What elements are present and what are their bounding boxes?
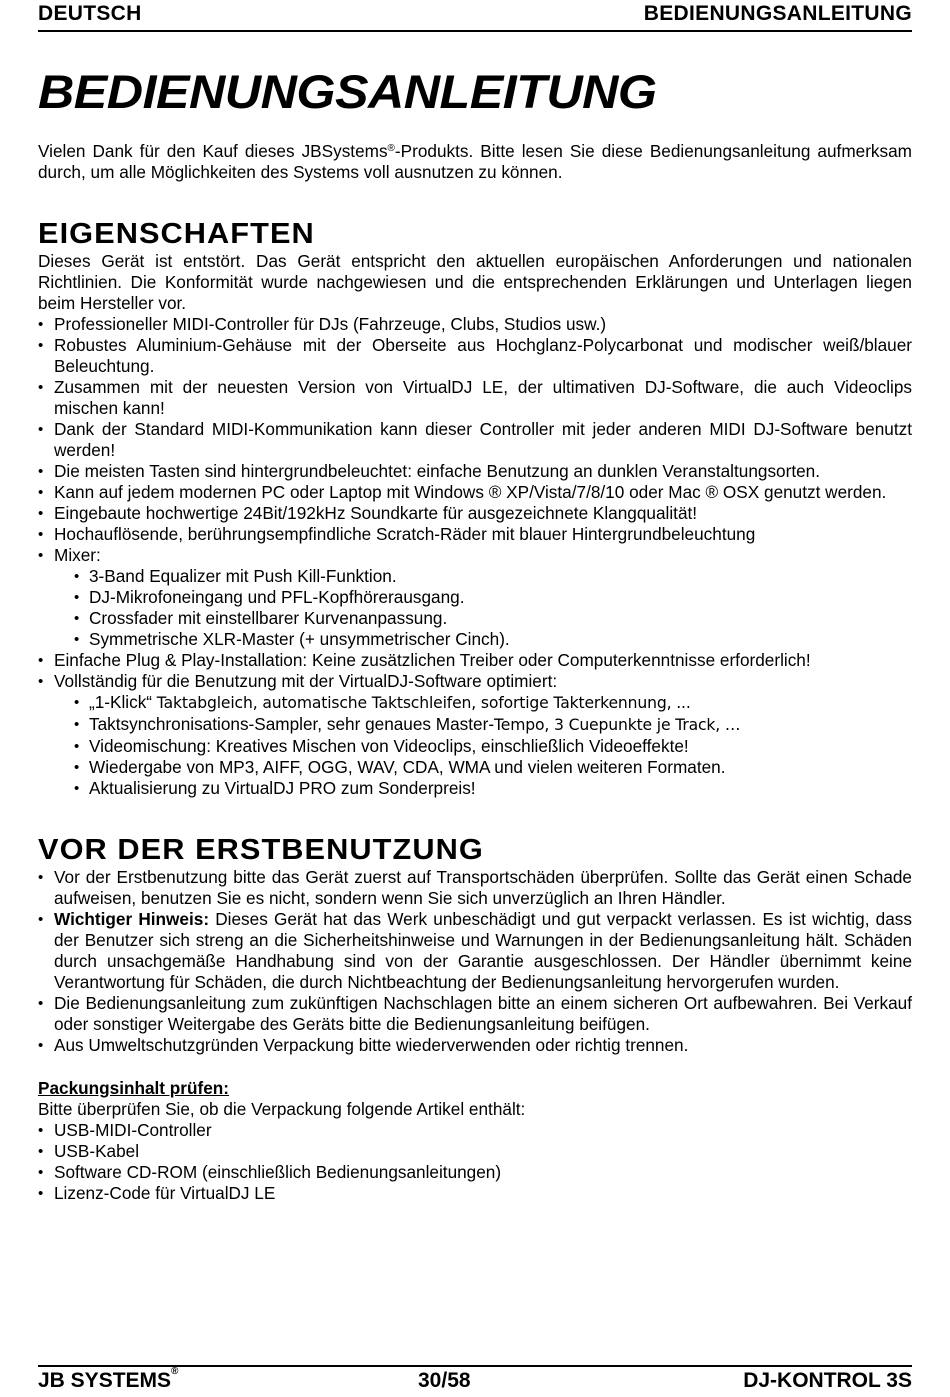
list-item: • DJ-Mikrofoneingang und PFL-Kopfhörerausgang.	[38, 587, 912, 608]
list-item: • Software CD-ROM (einschließlich Bedienungsanleitungen)	[38, 1162, 912, 1183]
footer-brand: JB SYSTEMS®	[38, 1366, 179, 1392]
header-language: DEUTSCH	[38, 2, 142, 25]
list-item: • Videomischung: Kreatives Mischen von Videoclips, einschließlich Videoeffekte!	[38, 736, 912, 757]
page-header	[38, 2, 912, 32]
list-item: • Die meisten Tasten sind hintergrundbeleuchtet: einfache Benutzung an dunklen Veranstaltungsorten.	[38, 461, 912, 482]
footer-model: DJ-KONTROL 3S	[743, 1369, 912, 1392]
list-item: • Vollständig für die Benutzung mit der VirtualDJ-Software optimiert:	[38, 671, 912, 692]
list-item: • Wichtiger Hinweis: Dieses Gerät hat das Werk unbeschädigt und gut verpackt verlassen. Es ist wichtig, dass der Benutzer sich streng an die Sicherheitshinweise und Warnungen in der Bedienungsanleitung hält. Schäden durch unsachgemäße Handhabung sind von der Garantie ausgeschlossen. Der Händler übernimmt keine Verantwortung für Schäden, die durch Nichtbeachtung der Bedienungsanleitung hervorgerufen wurden.	[38, 909, 912, 993]
list-item: • 3-Band Equalizer mit Push Kill-Funktion.	[38, 566, 912, 587]
header-doc-type: BEDIENUNGSANLEITUNG	[643, 2, 912, 25]
document-page	[38, 0, 912, 1397]
list-item: • Eingebaute hochwertige 24Bit/192kHz Soundkarte für ausgezeichnete Klangqualität!	[38, 503, 912, 524]
page-title: BEDIENUNGSANLEITUNG	[38, 65, 657, 118]
list-item: • Einfache Plug & Play-Installation: Keine zusätzlichen Treiber oder Computerkenntnisse erforderlich!	[38, 650, 912, 671]
list-item: • „1-Klick“ Taktabgleich, automatische Taktschleifen, sofortige Takterkennung, ...	[38, 692, 912, 714]
list-item: • Taktsynchronisations-Sampler, sehr genaues Master-Tempo, 3 Cuepunkte je Track, …	[38, 714, 912, 736]
list-item: • USB-MIDI-Controller	[38, 1120, 912, 1141]
list-item: • Wiedergabe von MP3, AIFF, OGG, WAV, CDA, WMA und vielen weiteren Formaten.	[38, 757, 912, 778]
list-item: • Lizenz-Code für VirtualDJ LE	[38, 1183, 912, 1204]
list-item: • Hochauflösende, berührungsempfindliche Scratch-Räder mit blauer Hintergrundbeleuchtung	[38, 524, 912, 545]
list-item: • Aus Umweltschutzgründen Verpackung bitte wiederverwenden oder richtig trennen.	[38, 1035, 912, 1056]
list-item: • Professioneller MIDI-Controller für DJs (Fahrzeuge, Clubs, Studios usw.)	[38, 314, 912, 335]
list-item: • Dank der Standard MIDI-Kommunikation kann dieser Controller mit jeder anderen MIDI DJ-Software benutzt werden!	[38, 419, 912, 461]
list-item: • Robustes Aluminium-Gehäuse mit der Oberseite aus Hochglanz-Polycarbonat und modischer weiß/blauer Beleuchtung.	[38, 335, 912, 377]
features-heading: EIGENSCHAFTEN	[38, 218, 315, 250]
features-list-continued	[38, 650, 912, 692]
features-list	[38, 314, 912, 566]
page-footer	[38, 1365, 912, 1393]
before-use-heading: VOR DER ERSTBENUTZUNG	[38, 834, 484, 866]
package-intro: Bitte überprüfen Sie, ob die Verpackung folgende Artikel enthält:	[38, 1099, 526, 1119]
list-item: • Crossfader mit einstellbarer Kurvenanpassung.	[38, 608, 912, 629]
package-list	[38, 1120, 912, 1204]
list-item: • Zusammen mit der neuesten Version von VirtualDJ LE, der ultimativen DJ-Software, die auch Videoclips mischen kann!	[38, 377, 912, 419]
list-item: • USB-Kabel	[38, 1141, 912, 1162]
before-use-list	[38, 867, 912, 1056]
virtualdj-sublist	[38, 692, 912, 799]
list-item: • Vor der Erstbenutzung bitte das Gerät zuerst auf Transportschäden überprüfen. Sollte das Gerät einen Schade aufweisen, benutzen Sie es nicht, sondern wenn Sie sich unverzüglich an Ihren Händler.	[38, 867, 912, 909]
mixer-item: • Mixer:	[38, 545, 912, 566]
page-number: 30/58	[418, 1369, 471, 1392]
intro-paragraph: Vielen Dank für den Kauf dieses JBSystems®-Produkts. Bitte lesen Sie diese Bedienungsanleitung aufmerksam durch, um alle Möglichkeiten des Systems voll ausnutzen zu können.	[38, 141, 912, 182]
features-intro: Dieses Gerät ist entstört. Das Gerät entspricht den aktuellen europäischen Anforderungen und nationalen Richtlinien. Die Konformität wurde nachgewiesen und die entsprechenden Erklärungen und Unterlagen liegen beim Hersteller vor.	[38, 251, 912, 313]
list-item: • Kann auf jedem modernen PC oder Laptop mit Windows ® XP/Vista/7/8/10 oder Mac ® OSX genutzt werden.	[38, 482, 912, 503]
list-item: • Die Bedienungsanleitung zum zukünftigen Nachschlagen bitte an einem sicheren Ort aufbewahren. Bei Verkauf oder sonstiger Weitergabe des Geräts bitte die Bedienungsanleitung beifügen.	[38, 993, 912, 1035]
list-item: • Symmetrische XLR-Master (+ unsymmetrischer Cinch).	[38, 629, 912, 650]
document-body	[38, 141, 912, 1204]
list-item: • Aktualisierung zu VirtualDJ PRO zum Sonderpreis!	[38, 778, 912, 799]
package-heading: Packungsinhalt prüfen:	[38, 1078, 229, 1098]
mixer-sublist	[38, 566, 912, 650]
